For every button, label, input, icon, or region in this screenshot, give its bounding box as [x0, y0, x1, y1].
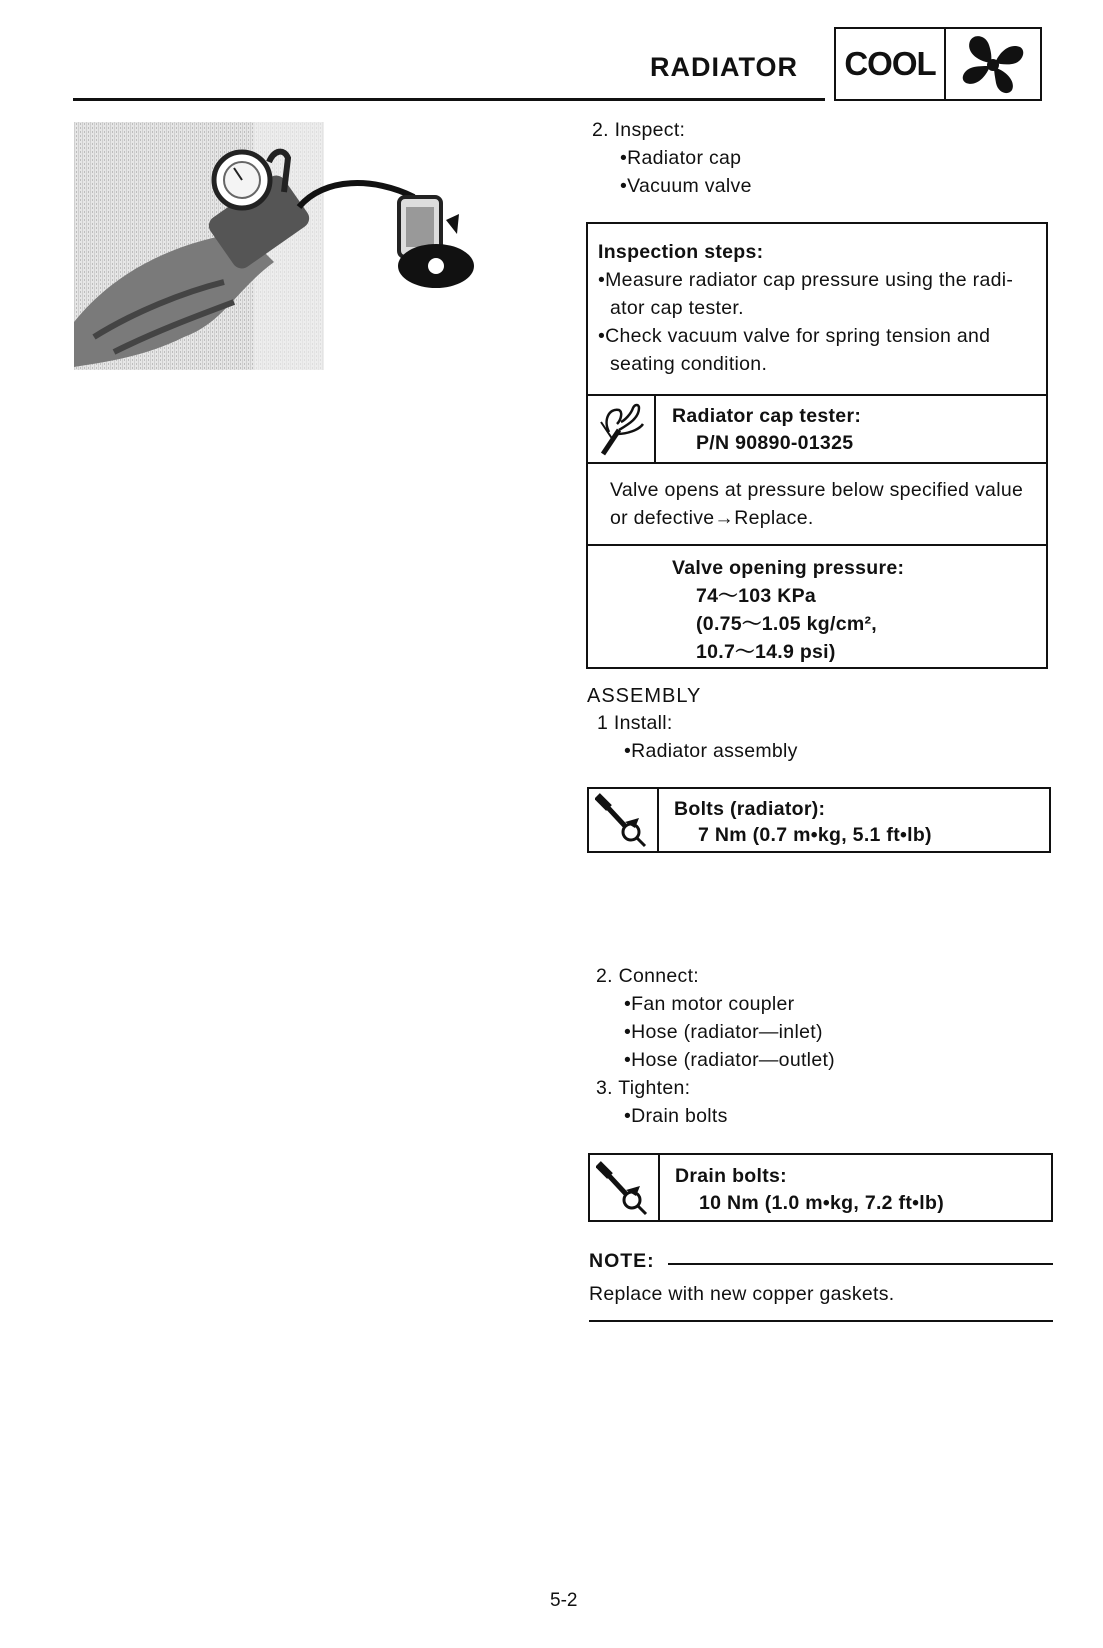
- tool-label: Radiator cap tester:: [672, 405, 862, 427]
- radiator-cap-tester-photo: [74, 122, 506, 394]
- spec-kpa: 74～103 KPa: [696, 585, 817, 607]
- install-heading: 1 Install:: [597, 712, 673, 734]
- inspect-item-radiator-cap: •Radiator cap: [620, 147, 742, 169]
- inspect-item-vacuum-valve: •Vacuum valve: [620, 175, 752, 197]
- tighten-item: •Drain bolts: [624, 1105, 728, 1127]
- spec-label: Valve opening pressure:: [672, 557, 905, 579]
- note-label: NOTE:: [589, 1250, 655, 1272]
- section-badge: [834, 27, 1042, 101]
- torque-label-radiator: Bolts (radiator):: [674, 798, 826, 820]
- special-tool-icon: [588, 396, 656, 462]
- note-rule-top: [668, 1263, 1053, 1265]
- connect-heading: 2. Connect:: [596, 965, 700, 987]
- note-rule-bottom: [589, 1320, 1053, 1322]
- inspection-step-2: •Check vacuum valve for spring tension and: [598, 325, 991, 347]
- tool-part-number: P/N 90890-01325: [696, 432, 854, 454]
- assembly-heading: ASSEMBLY: [587, 685, 702, 707]
- inspection-step-1: •Measure radiator cap pressure using the radi-: [598, 269, 1014, 291]
- connect-item-hose-outlet: •Hose (radiator—outlet): [624, 1049, 835, 1071]
- page-number: 5-2: [550, 1590, 578, 1611]
- torque-wrench-icon: [589, 789, 659, 851]
- spec-kgcm: (0.75～1.05 kg/cm²,: [696, 613, 877, 635]
- inspect-heading: 2. Inspect:: [592, 119, 686, 141]
- valve-check-row: [588, 464, 1046, 546]
- inspection-steps-title: Inspection steps:: [598, 241, 764, 263]
- install-item: •Radiator assembly: [624, 740, 798, 762]
- section-badge-label: COOL: [836, 29, 946, 99]
- connect-item-hose-inlet: •Hose (radiator—inlet): [624, 1021, 823, 1043]
- fan-icon: [946, 29, 1040, 99]
- special-tool-row: [588, 396, 1046, 464]
- inspection-steps-section: [588, 224, 1046, 396]
- inspection-step-2-cont: seating condition.: [610, 353, 768, 375]
- torque-label-drain: Drain bolts:: [675, 1165, 787, 1187]
- torque-wrench-icon: [590, 1155, 660, 1220]
- tighten-heading: 3. Tighten:: [596, 1077, 691, 1099]
- valve-check-text: Valve opens at pressure below specified value: [610, 479, 1024, 501]
- connect-item-fan-coupler: •Fan motor coupler: [624, 993, 795, 1015]
- inspection-steps-box: [586, 222, 1048, 669]
- page-title: RADIATOR: [650, 52, 798, 82]
- header-rule: [73, 98, 825, 101]
- inspection-step-1-cont: ator cap tester.: [610, 297, 744, 319]
- torque-spec-box-radiator: [587, 787, 1051, 853]
- torque-spec-box-drain: [588, 1153, 1053, 1222]
- note-text: Replace with new copper gaskets.: [589, 1283, 895, 1305]
- valve-spec-row: [588, 546, 1046, 667]
- torque-value-radiator: 7 Nm (0.7 m•kg, 5.1 ft•lb): [698, 824, 932, 846]
- valve-check-text-cont: or defective→Replace.: [610, 507, 814, 529]
- torque-value-drain: 10 Nm (1.0 m•kg, 7.2 ft•lb): [699, 1192, 944, 1214]
- spec-psi: 10.7～14.9 psi): [696, 641, 836, 663]
